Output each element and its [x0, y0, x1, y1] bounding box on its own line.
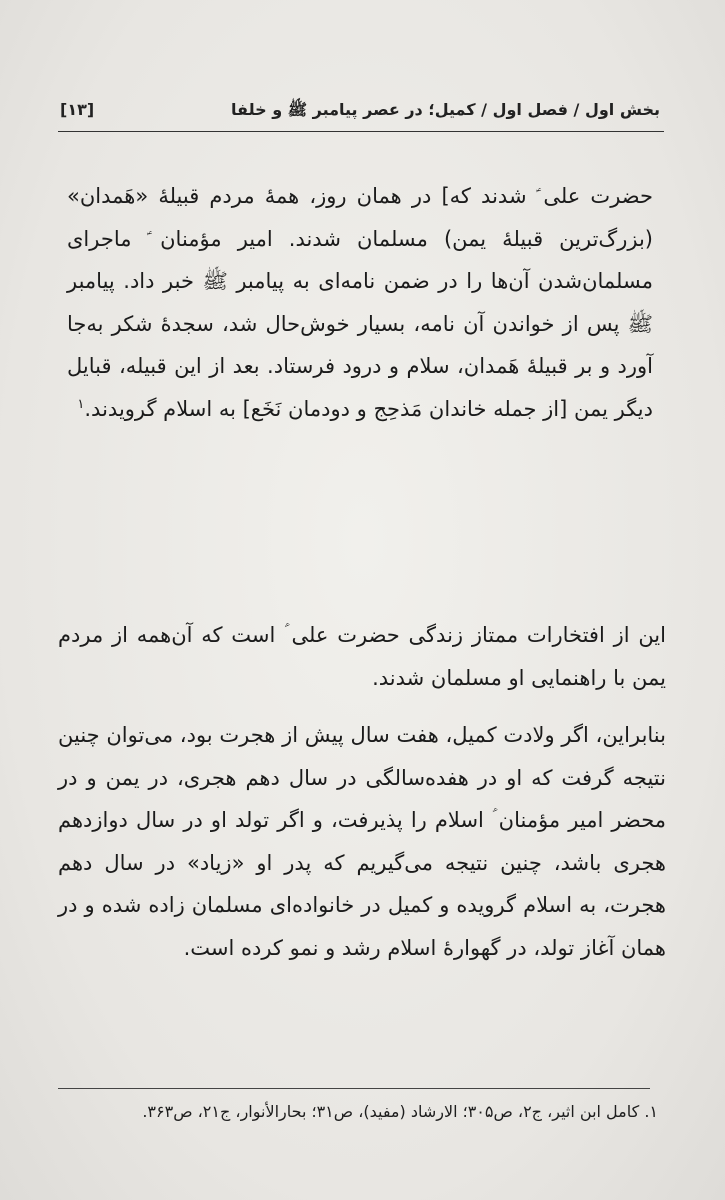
footnote: ۱. کامل ابن اثیر، ج۲، ص۳۰۵؛ الارشاد (مفید)، ص۳۱؛ بحارالأنوار، ج۲۱، ص۳۶۳.: [142, 1102, 658, 1121]
page-header: [60, 100, 660, 130]
quote-text: حضرت علی ؑ شدند که] در همان روز، همهٔ مردم قبیلهٔ «هَمدان» (بزرگ‌ترین قبیلهٔ یمن) مسلمان شدند. امیر مؤمنان ؑ ماجرای مسلمان‌شدن آن‌ها را در ضمن نامه‌ای به پیامبر ﷺ خبر داد. پیامبر ﷺ پس از خواندن آن نامه، بسیار خوش‌حال شد، سجدهٔ شکر به‌جا آورد و بر قبیلهٔ هَمدان، سلام و درود فرستاد. بعد از این قبیله، قبایل دیگر یمن [از جمله خاندان مَذحِج و دودمان نَخَع] به اسلام گرویدند.: [67, 184, 653, 421]
page-number: [۱۳]: [60, 100, 95, 119]
running-title: بخش اول / فصل اول / کمیل؛ در عصر پیامبر ﷺ و خلفا: [231, 100, 660, 119]
quote-paragraph: [67, 175, 653, 430]
footnote-marker: ۱: [77, 396, 85, 412]
body-paragraph-2: [58, 714, 666, 969]
paragraph-text: بنابراین، اگر ولادت کمیل، هفت سال پیش از هجرت بود، می‌توان چنین نتیجه گرفت که او در هفده‌سالگی در سال دهم هجری، در یمن و در محضر امیر مؤمنان ؑ اسلام را پذیرفت، و اگر تولد او در سال دوازدهم هجری باشد، چنین نتیجه می‌گیریم که پدر او «زیاد» در سال دهم هجرت، به اسلام گرویده و کمیل در خانواده‌ای مسلمان زاده شده و در همان آغاز تولد، در گهوارهٔ اسلام رشد و نمو کرده است.: [58, 723, 666, 960]
body-paragraph-1: [58, 614, 666, 699]
header-divider: [58, 131, 664, 132]
footnote-divider: [58, 1088, 650, 1089]
indented-quote: [67, 175, 653, 430]
paragraph-text: این از افتخارات ممتاز زندگی حضرت علی ؑ است که آن‌همه از مردم یمن با راهنمایی او مسلمان شدند.: [58, 623, 666, 690]
